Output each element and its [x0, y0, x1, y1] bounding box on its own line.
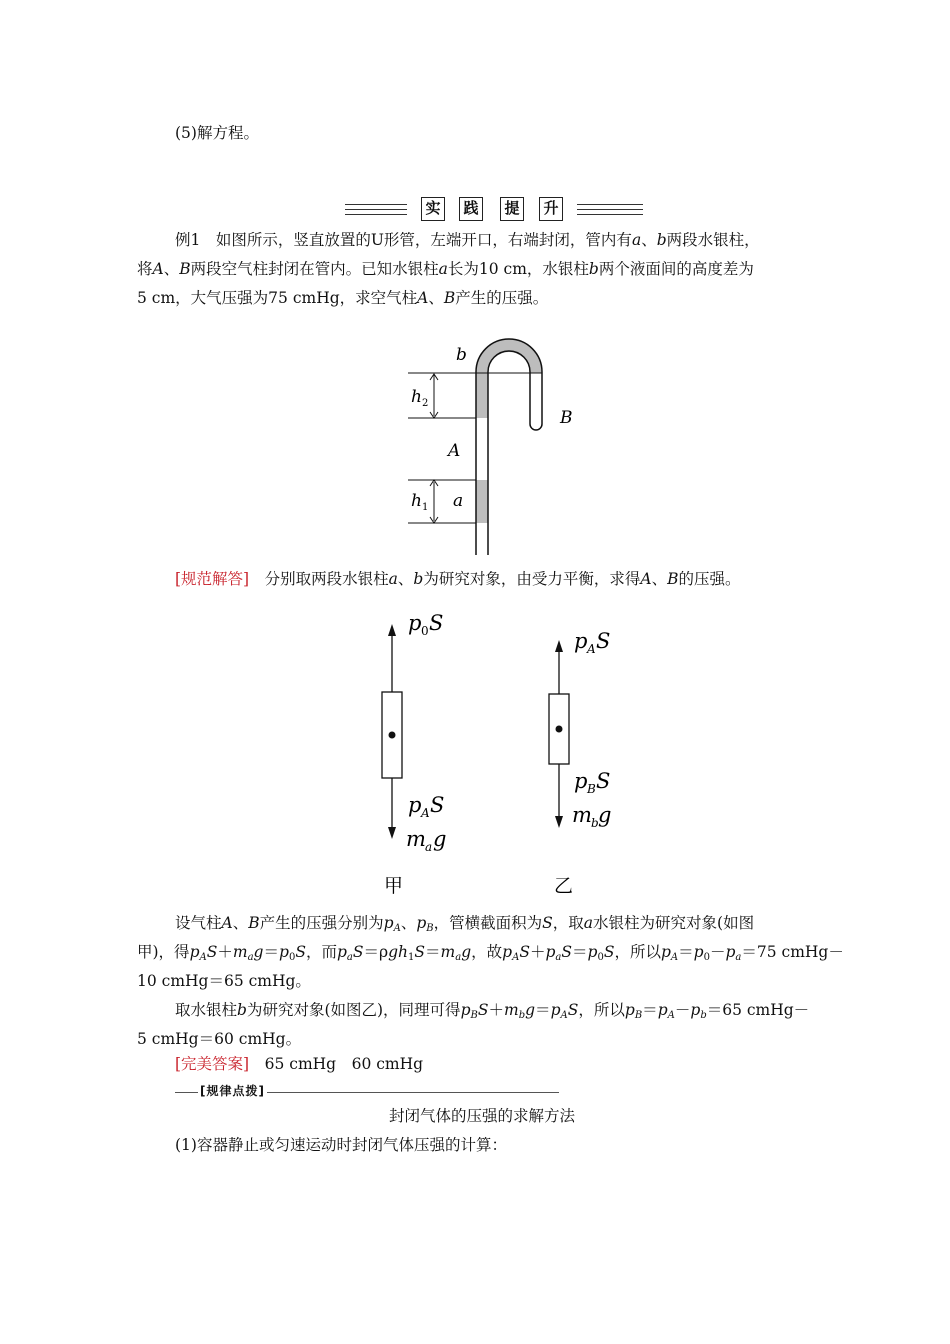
jia-top-S: S: [429, 611, 444, 635]
example-line-2: 将A、B两段空气柱封闭在管内。已知水银柱a长为10 cm，水银柱b两个液面间的高度差为: [137, 260, 754, 278]
para1-line1: 设气柱A、B产生的压强分别为$p_A$、$p_B$，管横截面积为S，取a水银柱为研究对象(如图: [175, 914, 755, 934]
arrow-up-icon: [555, 640, 563, 652]
jia-mg-sub: a: [425, 840, 433, 854]
jia-mg-m: m: [406, 827, 426, 851]
label-h2-sub: 2: [422, 398, 429, 409]
caption-yi: 乙: [554, 875, 574, 897]
mercury-a: [476, 480, 488, 523]
para1-line2: 甲)，得$p_AS+m_ag=p_0S$，而$p_aS=\rho gh_1S=m_ag$，故$p_AS+p_aS=p_0S$，所以$p_A=p_0-p_a=75$ cmHg－: [137, 943, 844, 963]
u-tube-figure: [398, 312, 590, 555]
jia-top-sub: 0: [421, 624, 429, 638]
jia-bot-p: p: [408, 793, 422, 817]
yi-top-S: S: [596, 629, 611, 653]
banner-char: 践: [459, 197, 483, 221]
banner-char: 实: [421, 197, 445, 221]
para1-line3: 10 cmHg＝65 cmHg。: [137, 972, 311, 990]
solution-intro: [规范解答] 分别取两段水银柱a、b为研究对象，由受力平衡，求得A、B的压强。: [175, 570, 741, 588]
label-h2: h: [411, 387, 422, 407]
label-b: b: [456, 345, 467, 365]
yi-top-p: p: [574, 629, 588, 653]
label-h1: h: [411, 491, 422, 511]
center-dot: [389, 732, 396, 739]
yi-bot-S: S: [596, 769, 611, 793]
answer-value: 65 cmHg 60 cmHg: [264, 1055, 424, 1073]
answer-label: [完美答案]: [175, 1055, 250, 1073]
section-banner: [345, 195, 645, 225]
yi-bot-sub: B: [587, 782, 596, 796]
arrow-up-icon: [388, 624, 396, 636]
jia-top-p: p: [408, 611, 422, 635]
tip-item-1: (1)容器静止或匀速运动时封闭气体压强的计算：: [175, 1136, 507, 1154]
example-line-3: 5 cm，大气压强为75 cmHg，求空气柱A、B产生的压强。: [137, 289, 549, 307]
yi-mg-g: g: [598, 803, 612, 827]
yi-mg-m: m: [572, 803, 592, 827]
example-line-1: 例1 如图所示，竖直放置的U形管，左端开口，右端封闭，管内有a、b两段水银柱，: [175, 231, 760, 249]
caption-jia: 甲: [384, 875, 404, 897]
label-h1-sub: 1: [422, 502, 429, 513]
para2-line2: 5 cmHg＝60 cmHg。: [137, 1030, 302, 1048]
tip-label: [规律点拨]: [200, 1084, 265, 1098]
force-diagram: [358, 600, 630, 905]
arrow-down-icon: [388, 827, 396, 839]
jia-mg-g: g: [433, 827, 447, 851]
label-a: a: [453, 491, 464, 511]
yi-bot-p: p: [574, 769, 588, 793]
step-5: (5)解方程。: [175, 124, 259, 142]
label-B: B: [560, 408, 573, 428]
yi-mg-sub: b: [591, 816, 599, 830]
center-dot: [556, 726, 563, 733]
tip-title: 封闭气体的压强的求解方法: [389, 1107, 576, 1125]
solution-label: [规范解答]: [175, 570, 250, 588]
jia-bot-sub: A: [421, 806, 430, 820]
yi-top-sub: A: [587, 642, 596, 656]
banner-char: 升: [539, 197, 563, 221]
label-A: A: [448, 441, 461, 461]
banner-char: 提: [500, 197, 524, 221]
para2-line1: 取水银柱b为研究对象(如图乙)，同理可得$p_BS+m_bg=p_AS$，所以$p_B=p_A-p_b=65$ cmHg－: [175, 1001, 810, 1021]
jia-bot-S: S: [430, 793, 445, 817]
answer-line: [175, 1053, 423, 1075]
arrow-down-icon: [555, 816, 563, 828]
